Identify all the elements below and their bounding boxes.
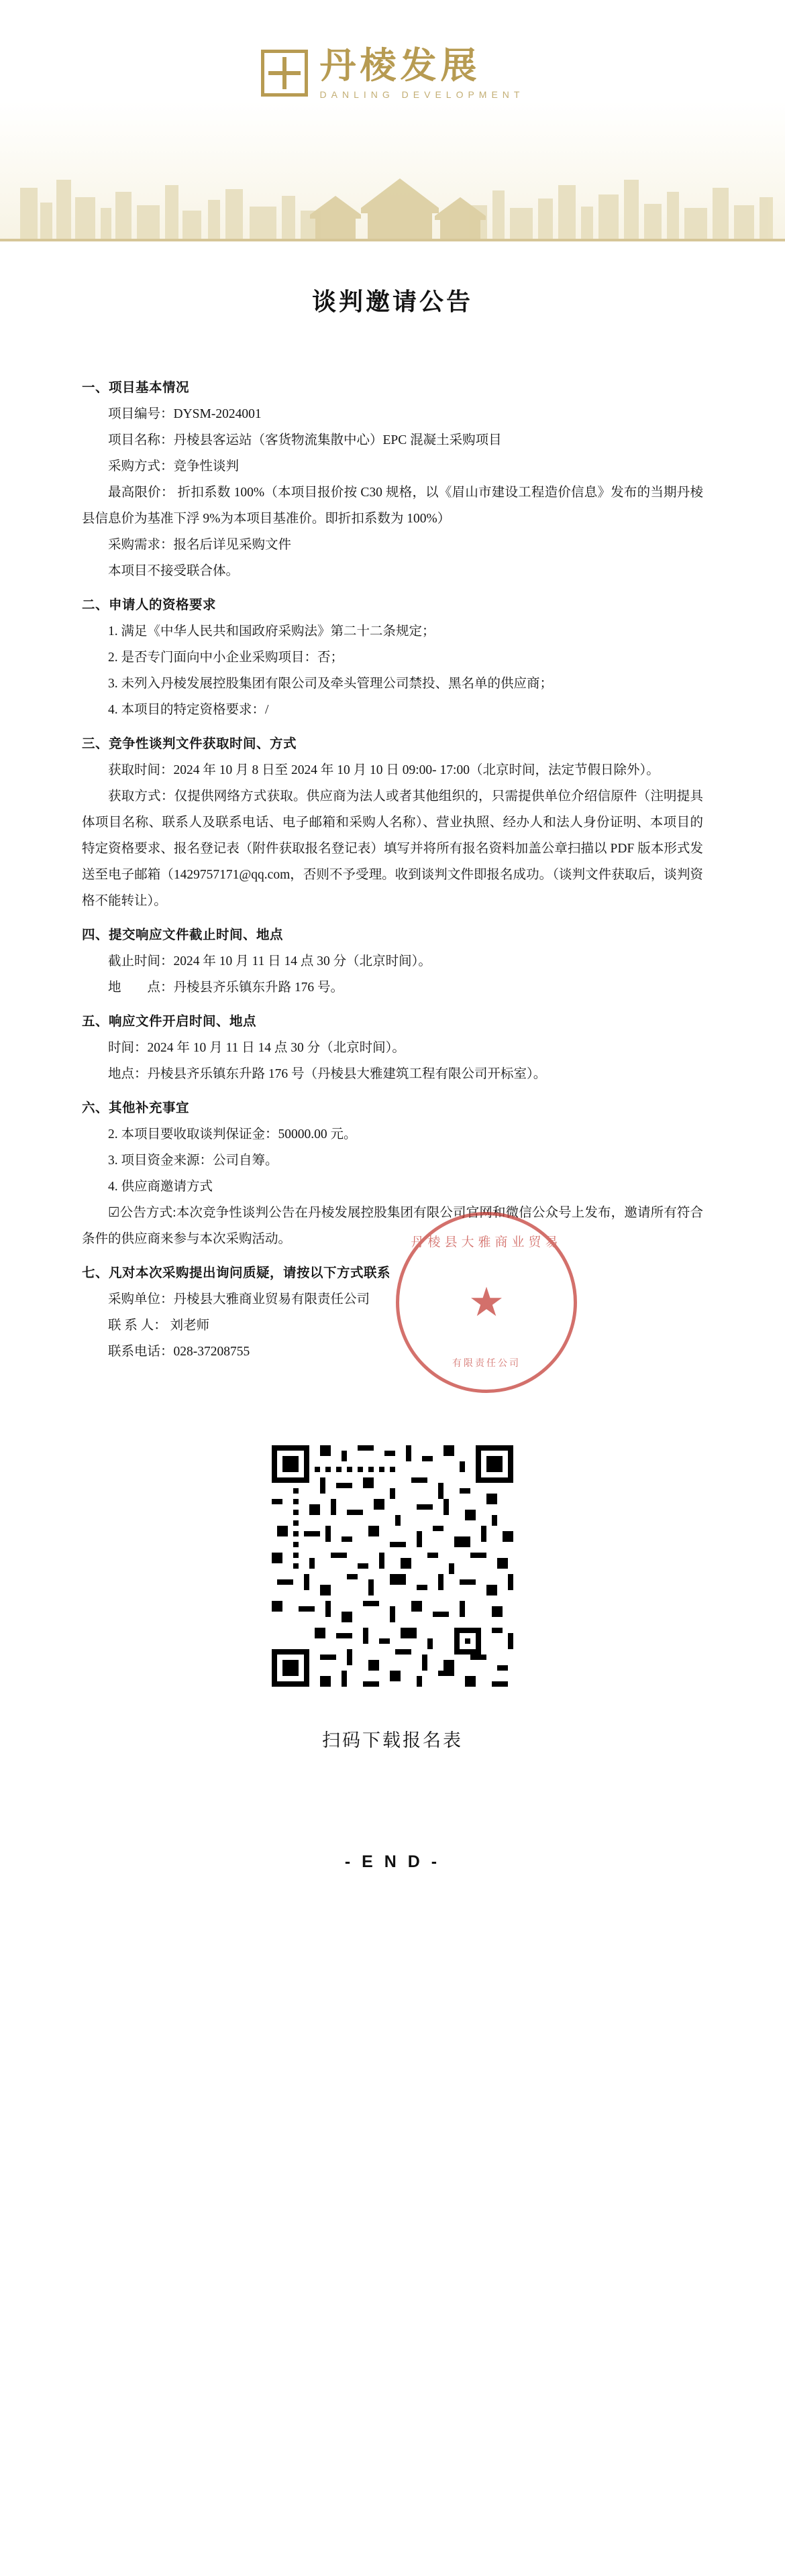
end-marker: - E N D - bbox=[344, 1852, 441, 1871]
page-title: 谈判邀请公告 bbox=[311, 288, 473, 315]
qr-caption: 扫码下载报名表 bbox=[322, 1730, 463, 1750]
section-7-line-1: 采购单位：丹棱县大雅商业贸易有限责任公司 bbox=[108, 1292, 370, 1306]
section-1-line-3: 采购方式：竞争性谈判 bbox=[108, 459, 240, 473]
qr-code-graphic bbox=[261, 1435, 524, 1697]
seal-bottom-text: 有限责任公司 bbox=[452, 1359, 521, 1369]
logo-name-cn: 丹棱发展 bbox=[319, 46, 481, 86]
section-2-line-3: 3. 未列入丹棱发展控股集团有限公司及牵头管理公司禁投、黑名单的供应商； bbox=[108, 677, 554, 691]
section-2-line-2: 2. 是否专门面向中小企业采购项目：否； bbox=[108, 651, 344, 665]
section-3-line-2: 获取方式：仅提供网络方式获取。供应商为法人或者其他组织的，只需提供单位介绍信原件（注明提具体项目名称、联系人及联系电话、电子邮箱和采购人名称）、营业执照、经办人和法人身份证明、本项目的特定资格要求、报名登记表（附件获取报名登记表）填写并将所有报名资料加盖公章扫描以 PDF 版本形式发送至电子邮箱（1429757171@qq.com，否则不予受理。收到谈判文件即报名成功。（谈判文件获取后，谈判资格不能转让）。 bbox=[82, 789, 703, 908]
section-1-line-4: 最高限价： 折扣系数 100%（本项目报价按 C30 规格，以《眉山市建设工程造价信息》发布的当期丹棱县信息价为基准下浮 9%为本项目基准价。即折扣系数为 100%） bbox=[82, 486, 703, 526]
section-6-line-4: ☑公告方式:本次竞争性谈判公告在丹棱发展控股集团有限公司官网和微信公众号上发布，邀请所有符合条件的供应商来参与本次采购活动。 bbox=[82, 1206, 703, 1246]
section-1-line-1: 项目编号：DYSM-2024001 bbox=[108, 407, 262, 421]
section-heading-7: 七、凡对本次采购提出询问质疑，请按以下方式联系 bbox=[82, 1266, 391, 1280]
section-heading-3: 三、竞争性谈判文件获取时间、方式 bbox=[82, 737, 297, 751]
section-6-line-3: 4. 供应商邀请方式 bbox=[108, 1180, 213, 1194]
section-5-line-1: 时间：2024 年 10 月 11 日 14 点 30 分（北京时间）。 bbox=[108, 1041, 405, 1055]
skyline-illustration bbox=[0, 141, 785, 241]
logo-name-en: DANLING DEVELOPMENT bbox=[319, 89, 525, 100]
section-1-line-6: 本项目不接受联合体。 bbox=[108, 564, 240, 578]
section-heading-2: 二、申请人的资格要求 bbox=[82, 598, 217, 612]
qr-section bbox=[0, 1435, 785, 1752]
section-heading-5: 五、响应文件开启时间、地点 bbox=[82, 1015, 257, 1029]
header-banner bbox=[0, 0, 785, 241]
section-heading-6: 六、其他补充事宜 bbox=[82, 1101, 190, 1115]
section-1-line-2: 项目名称：丹棱县客运站（客货物流集散中心）EPC 混凝土采购项目 bbox=[108, 433, 502, 447]
section-5-line-2: 地点：丹棱县齐乐镇东升路 176 号（丹棱县大雅建筑工程有限公司开标室）。 bbox=[108, 1067, 547, 1081]
seal-top-text: 丹棱县大雅商业贸易 bbox=[411, 1235, 562, 1249]
qr-code-icon bbox=[261, 1435, 524, 1697]
section-6-line-2: 3. 项目资金来源：公司自筹。 bbox=[108, 1154, 278, 1168]
section-7-line-2: 联 系 人： 刘老师 bbox=[108, 1319, 210, 1333]
section-3-line-1: 获取时间：2024 年 10 月 8 日至 2024 年 10 月 10 日 09:00- 17:00（北京时间，法定节假日除外）。 bbox=[108, 763, 660, 777]
section-7-line-3: 联系电话：028-37208755 bbox=[108, 1345, 250, 1359]
section-heading-4: 四、提交响应文件截止时间、地点 bbox=[82, 928, 284, 942]
section-4-line-1: 截止时间：2024 年 10 月 11 日 14 点 30 分（北京时间）。 bbox=[108, 954, 431, 968]
section-6-line-1: 2. 本项目要收取谈判保证金：50000.00 元。 bbox=[108, 1127, 357, 1141]
company-logo bbox=[0, 47, 785, 100]
section-2-line-4: 4. 本项目的特定资格要求：/ bbox=[108, 703, 269, 717]
seal-star-icon: ★ bbox=[468, 1280, 505, 1325]
window-grid-icon bbox=[261, 50, 308, 97]
section-2-line-1: 1. 满足《中华人民共和国政府采购法》第二十二条规定； bbox=[108, 624, 435, 638]
document-body bbox=[82, 375, 703, 1369]
section-1-line-5: 采购需求：报名后详见采购文件 bbox=[108, 538, 292, 552]
section-4-line-2: 地 点：丹棱县齐乐镇东升路 176 号。 bbox=[108, 981, 344, 995]
section-heading-1: 一、项目基本情况 bbox=[82, 381, 190, 395]
logo-text-block bbox=[320, 47, 525, 100]
